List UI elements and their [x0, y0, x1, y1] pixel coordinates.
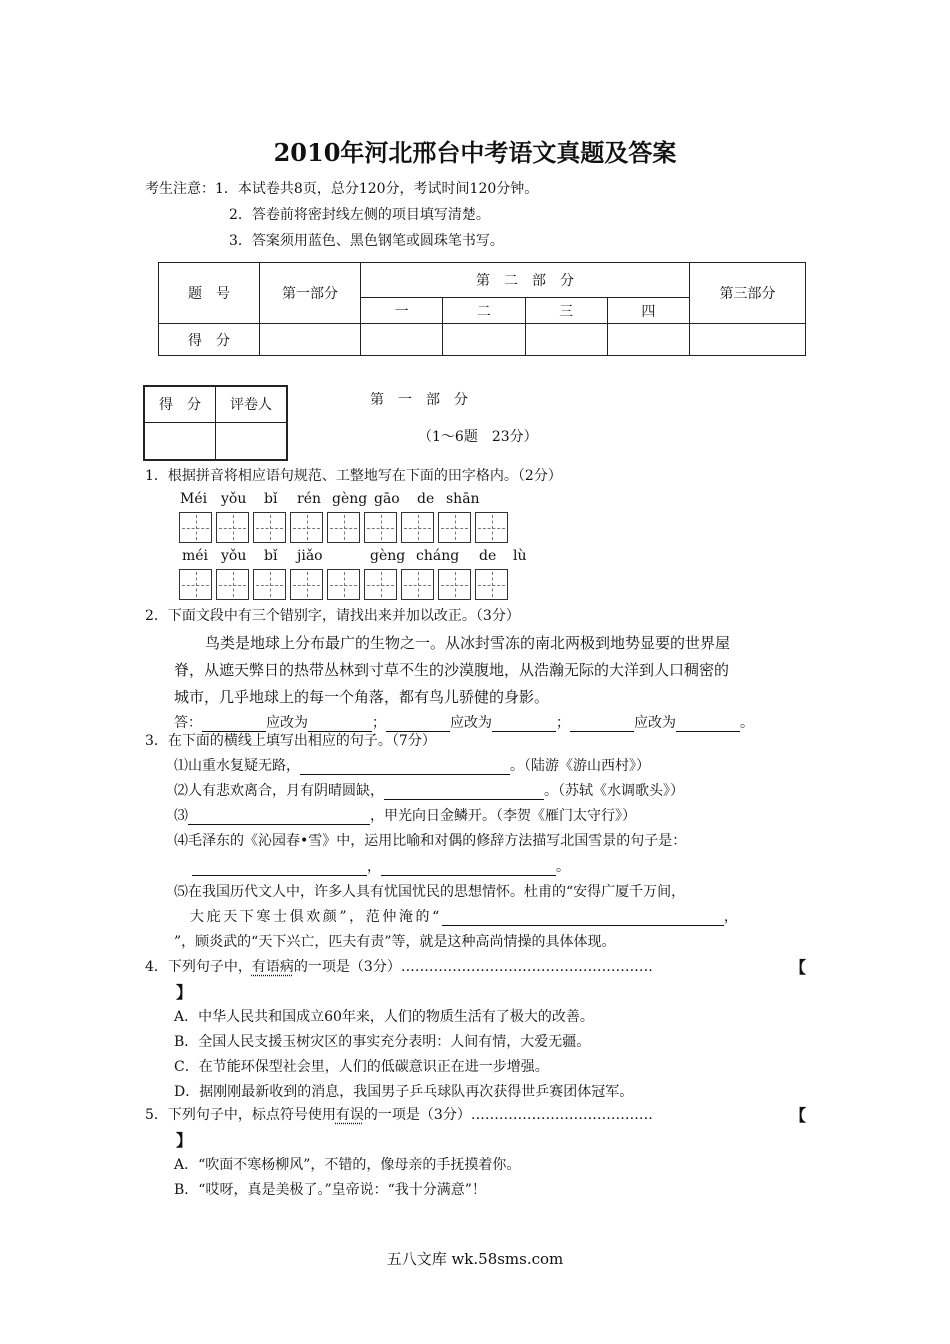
- q3-sentence-1: [174, 755, 650, 775]
- answer-blank[interactable]: [300, 760, 510, 775]
- pinyin: jiǎo: [297, 548, 323, 564]
- q3-sentence-5d: ”，顾炎武的“天下兴亡，匹夫有责”等，就是这种高尚情操的具体体现。: [174, 934, 616, 950]
- comma: ，: [367, 859, 381, 875]
- sub-header-3: 三: [525, 298, 607, 324]
- q2-answer-line: [174, 712, 754, 732]
- notes-item-2: 2．答卷前将密封线左侧的项目填写清楚。: [229, 207, 490, 223]
- stem-emph: 有语病: [251, 959, 294, 975]
- answer-label: 答：: [174, 715, 202, 731]
- period: 。: [556, 859, 570, 875]
- source: 。（苏轼《水调歌头》）: [544, 783, 684, 799]
- stem-pre: 5．下列句子中，标点符号使用: [145, 1107, 336, 1123]
- prompt: ⑴山重水复疑无路，: [174, 758, 300, 774]
- q5-option-b: B．“哎呀，真是美极了。”皇帝说：“我十分满意”！: [174, 1182, 486, 1198]
- q3-sentence-5b: [190, 906, 741, 926]
- q1-text: 1．根据拼音将相应语句规范、工整地写在下面的田字格内。（2分）: [145, 468, 562, 484]
- q2-passage-1: 鸟类是地球上分布最广的生物之一。从冰封雪冻的南北两极到地势显要的世界屋: [205, 634, 731, 652]
- tianzige-cell[interactable]: [364, 569, 397, 600]
- pinyin: de: [479, 548, 497, 564]
- q4-option-b: B．全国人民支援玉树灾区的事实充分表明：人间有情，大爱无疆。: [174, 1034, 591, 1050]
- tianzige-cell[interactable]: [290, 569, 323, 600]
- comma: ，: [723, 909, 741, 925]
- sub-header-2: 二: [443, 298, 525, 324]
- tianzige-cell[interactable]: [364, 512, 397, 543]
- q4-option-a: A．中华人民共和国成立60年来，人们的物质生活有了极大的改善。: [174, 1009, 594, 1025]
- source: ，甲光向日金鳞开。（李贺《雁门太守行》）: [370, 808, 636, 824]
- notes-item-1: 1．本试卷共8页，总分120分，考试时间120分钟。: [215, 181, 539, 197]
- prompt: ⑵人有悲欢离合，月有阴晴圆缺，: [174, 783, 384, 799]
- stem-pre: 4．下列句子中，: [145, 959, 252, 975]
- score-input-cell[interactable]: [607, 324, 689, 356]
- q4-stem: [145, 956, 653, 976]
- q3-text: 3．在下面的横线上填写出相应的句子。（7分）: [145, 733, 436, 749]
- answer-blank[interactable]: [442, 911, 724, 926]
- part1-header: 第一部分: [260, 263, 361, 324]
- sub-header-4: 四: [607, 298, 689, 324]
- part-heading: 第 一 部 分: [370, 392, 468, 408]
- part2-header: 第 二 部 分: [361, 263, 690, 298]
- q5-stem: [145, 1104, 653, 1124]
- q4-option-c: C．在节能环保型社会里，人们的低碳意识正在进一步增强。: [174, 1059, 549, 1075]
- q3-sentence-3: [174, 805, 636, 825]
- tianzige-cell[interactable]: [401, 569, 434, 600]
- grader-pingjuan: 评卷人: [216, 386, 288, 422]
- part-sub: （1～6题 23分）: [418, 429, 538, 445]
- q4-right-bracket: 】: [176, 983, 193, 1002]
- grader-score-cell[interactable]: [144, 422, 216, 460]
- pinyin: bǐ: [264, 548, 278, 564]
- q4-option-d: D．据刚刚最新收到的消息，我国男子乒乓球队再次获得世乒赛团体冠军。: [174, 1084, 634, 1100]
- answer-blank[interactable]: [676, 717, 740, 732]
- prompt: 大庇天下寒士俱欢颜”，范仲淹的“: [190, 909, 442, 925]
- q3-sentence-4: ⑷毛泽东的《沁园春•雪》中，运用比喻和对偶的修辞方法描写北国雪景的句子是：: [174, 833, 687, 849]
- grader-table: [143, 385, 288, 461]
- change-label: 应改为: [450, 715, 492, 731]
- change-label: 应改为: [634, 715, 676, 731]
- score-input-cell[interactable]: [361, 324, 443, 356]
- pinyin: shān: [446, 491, 480, 507]
- pinyin: yǒu: [221, 491, 247, 507]
- q2-passage-3: 城市，几乎地球上的每一个角落，都有鸟儿骄健的身影。: [174, 688, 550, 706]
- score-input-cell[interactable]: [443, 324, 525, 356]
- q2-text: 2．下面文段中有三个错别字，请找出来并加以改正。（3分）: [145, 608, 520, 624]
- change-label: 应改为: [266, 715, 308, 731]
- tianzige-cell[interactable]: [438, 512, 471, 543]
- q5-option-a: A．“吹面不寒杨柳风”，不错的，像母亲的手抚摸着你。: [174, 1157, 521, 1173]
- pinyin: gèng: [332, 491, 368, 507]
- tianzige-cell[interactable]: [253, 569, 286, 600]
- q3-sentence-2: [174, 780, 684, 800]
- score-table: [158, 262, 806, 356]
- tianzige-cell[interactable]: [290, 512, 323, 543]
- semicolon: ；: [372, 715, 386, 731]
- notes-line-1: [145, 178, 538, 198]
- period: 。: [740, 715, 754, 731]
- page-title: 2010年河北邢台中考语文真题及答案: [273, 138, 677, 167]
- q4-left-bracket: 【: [790, 958, 807, 977]
- notes-item-3: 3．答案须用蓝色、黑色钢笔或圆珠笔书写。: [229, 233, 504, 249]
- tianzige-cell[interactable]: [438, 569, 471, 600]
- footer-text: 五八文库 wk.58sms.com: [386, 1250, 564, 1268]
- part3-header: 第三部分: [690, 263, 806, 324]
- q5-left-bracket: 【: [790, 1106, 807, 1125]
- grader-name-cell[interactable]: [216, 422, 288, 460]
- pinyin: Méi: [180, 491, 208, 507]
- pinyin: cháng: [416, 548, 460, 564]
- defen-cell: 得 分: [159, 324, 260, 356]
- answer-blank[interactable]: [188, 810, 370, 825]
- tianzige-cell[interactable]: [216, 569, 249, 600]
- tianzige-cell[interactable]: [327, 569, 360, 600]
- tianzige-cell[interactable]: [179, 512, 212, 543]
- sub-header-1: 一: [361, 298, 443, 324]
- tianzige-row-1: [179, 512, 508, 543]
- pinyin: rén: [297, 491, 321, 507]
- q3-sentence-5a: ⑸在我国历代文人中，许多人具有忧国忧民的思想情怀。杜甫的“安得广厦千万间，: [174, 884, 686, 900]
- score-input-cell[interactable]: [260, 324, 361, 356]
- tianzige-cell[interactable]: [401, 512, 434, 543]
- grader-defen: 得 分: [144, 386, 216, 422]
- pinyin: méi: [182, 548, 209, 564]
- pinyin: yǒu: [221, 548, 247, 564]
- tianzige-cell[interactable]: [475, 512, 508, 543]
- tianzige-cell[interactable]: [216, 512, 249, 543]
- q5-right-bracket: 】: [176, 1131, 193, 1150]
- pinyin: gèng: [370, 548, 406, 564]
- prompt: ⑶: [174, 808, 188, 824]
- semicolon: ；: [556, 715, 570, 731]
- pinyin: lù: [513, 548, 527, 564]
- q3-sentence-4-answer: [192, 856, 570, 876]
- tianzige-cell[interactable]: [475, 569, 508, 600]
- stem-post: 的一项是（3分）………………………………………………: [293, 959, 653, 975]
- tianzige-cell[interactable]: [327, 512, 360, 543]
- score-input-cell[interactable]: [690, 324, 806, 356]
- pinyin: de: [417, 491, 435, 507]
- pinyin: bǐ: [264, 491, 278, 507]
- score-input-cell[interactable]: [525, 324, 607, 356]
- answer-blank[interactable]: [570, 717, 634, 732]
- source: 。（陆游《游山西村》）: [510, 758, 650, 774]
- stem-post: 的一项是（3分）…………………………………: [363, 1107, 653, 1123]
- pinyin: gāo: [374, 491, 400, 507]
- answer-blank[interactable]: [192, 861, 367, 876]
- answer-blank[interactable]: [492, 717, 556, 732]
- answer-blank[interactable]: [381, 861, 556, 876]
- tianzige-cell[interactable]: [179, 569, 212, 600]
- tianzige-cell[interactable]: [253, 512, 286, 543]
- q2-passage-2: 脊，从遮天弊日的热带丛林到寸草不生的沙漠腹地，从浩瀚无际的大洋到人口稠密的: [174, 661, 730, 679]
- stem-emph: 有误: [335, 1107, 364, 1123]
- tianzige-row-2: [179, 569, 508, 600]
- notes-label: 考生注意：: [145, 181, 215, 197]
- tihao-cell: 题 号: [159, 263, 260, 324]
- answer-blank[interactable]: [384, 785, 544, 800]
